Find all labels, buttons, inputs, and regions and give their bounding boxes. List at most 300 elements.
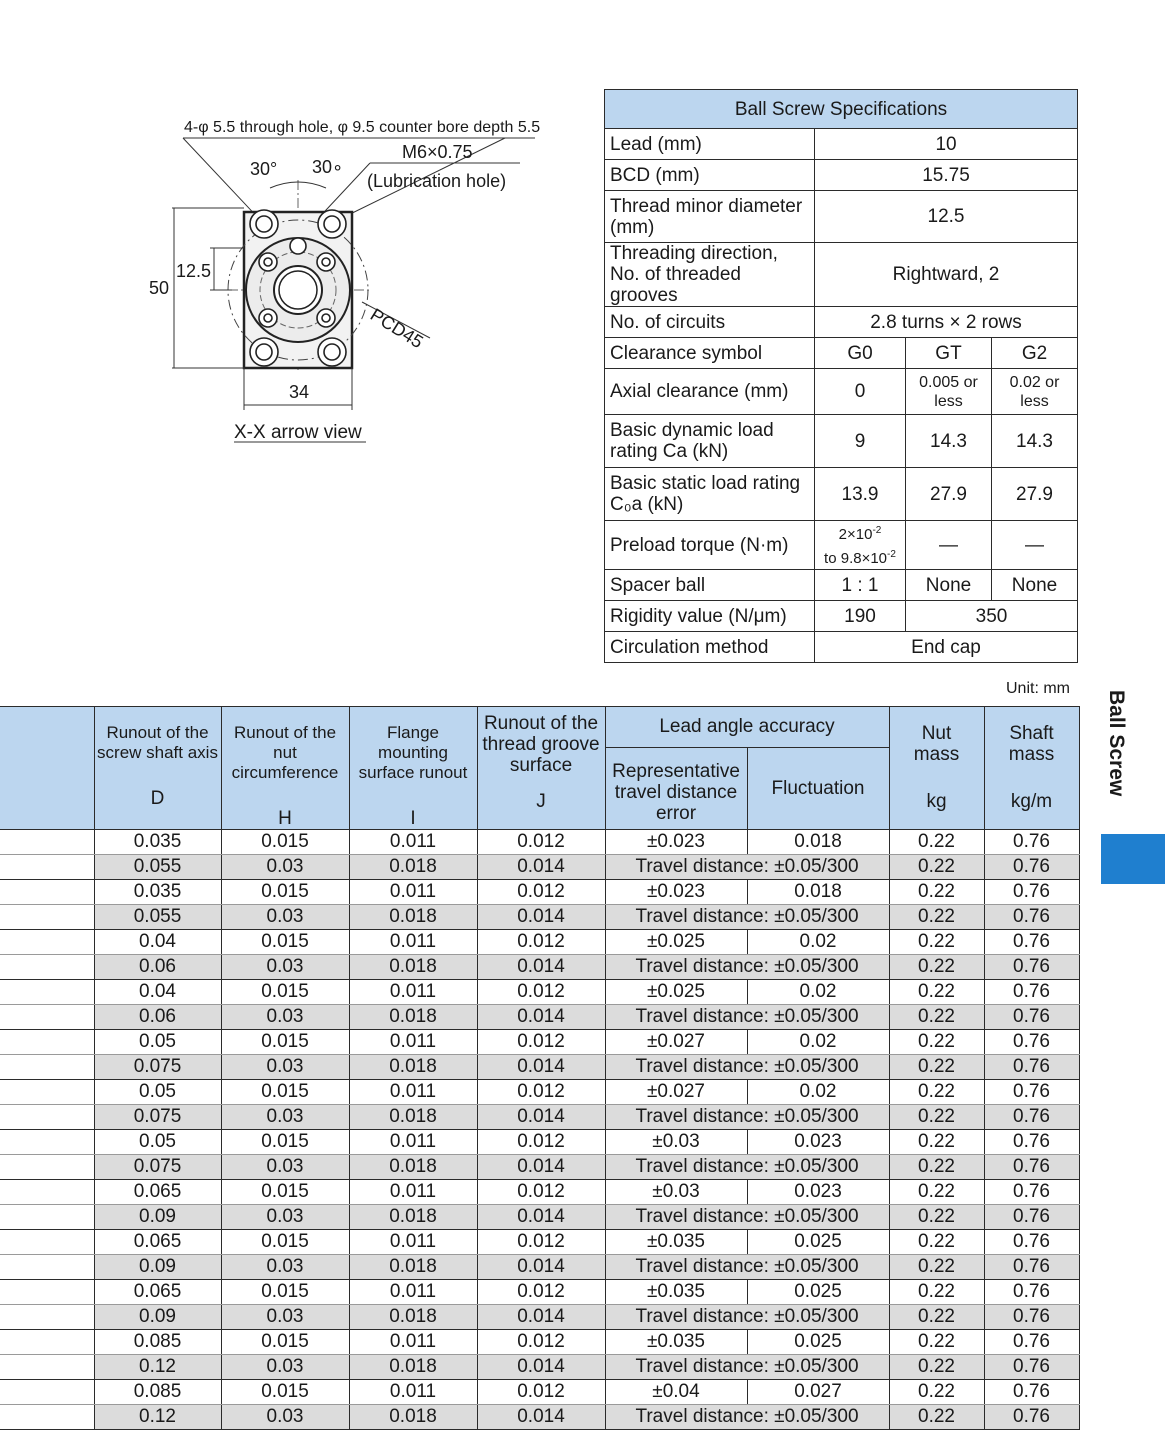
cell-shaft-mass: 0.76 <box>984 1180 1079 1205</box>
cell-d: 0.04 <box>94 930 221 955</box>
cell-shaft-mass: 0.76 <box>984 1205 1079 1230</box>
row-blank <box>0 830 94 855</box>
cell-fluctuation: 0.018 <box>747 880 889 905</box>
cell-shaft-mass: 0.76 <box>984 930 1079 955</box>
cell-shaft-mass: 0.76 <box>984 1130 1079 1155</box>
cell-j: 0.014 <box>477 1255 605 1280</box>
cell-nut-mass: 0.22 <box>889 1205 984 1230</box>
header-shaft-mass <box>984 707 1079 830</box>
row-blank <box>0 1355 94 1380</box>
cell-nut-mass: 0.22 <box>889 955 984 980</box>
header-i <box>349 707 477 830</box>
cell-i: 0.011 <box>349 1330 477 1355</box>
table-row <box>0 880 1079 905</box>
row-blank <box>0 955 94 980</box>
dynamic-load-label: Basic dynamic load rating Ca (kN) <box>605 415 815 468</box>
cell-j: 0.012 <box>477 1030 605 1055</box>
row-blank <box>0 880 94 905</box>
cell-j: 0.014 <box>477 1305 605 1330</box>
cell-representative-error: ±0.03 <box>605 1130 747 1155</box>
header-i-symbol: I <box>410 808 416 829</box>
cell-i: 0.018 <box>349 1405 477 1430</box>
header-shaft-unit: kg/m <box>1010 791 1053 812</box>
cell-h: 0.015 <box>221 830 349 855</box>
cell-representative-error: ±0.025 <box>605 980 747 1005</box>
cell-j: 0.014 <box>477 905 605 930</box>
threading-direction-value: Rightward, 2 <box>815 243 1078 307</box>
clearance-g2: G2 <box>992 338 1078 369</box>
table-row <box>0 1280 1079 1305</box>
cell-shaft-mass: 0.76 <box>984 1280 1079 1305</box>
torque-g0-exp2: -2 <box>887 549 896 560</box>
cell-h: 0.03 <box>221 905 349 930</box>
side-label-text: Ball Screw <box>1105 690 1128 797</box>
cell-j: 0.014 <box>477 1055 605 1080</box>
header-i-title: Flange mounting surface runout <box>358 723 468 782</box>
rigidity-gt-g2: 350 <box>906 601 1078 632</box>
torque-g0-exp1: -2 <box>872 525 882 536</box>
cell-shaft-mass: 0.76 <box>984 955 1079 980</box>
cell-nut-mass: 0.22 <box>889 1105 984 1130</box>
table-row <box>0 1255 1079 1280</box>
dynamic-g0: 9 <box>815 415 906 468</box>
dim-12-5: 12.5 <box>176 261 212 281</box>
minor-diameter-label: Thread minor diameter (mm) <box>605 191 815 243</box>
spec-table <box>604 89 1078 663</box>
cell-shaft-mass: 0.76 <box>984 1005 1079 1030</box>
header-h-symbol: H <box>278 808 292 829</box>
cell-i: 0.018 <box>349 1105 477 1130</box>
cell-representative-error: ±0.04 <box>605 1380 747 1405</box>
cell-nut-mass: 0.22 <box>889 1305 984 1330</box>
cell-h: 0.015 <box>221 1030 349 1055</box>
cell-shaft-mass: 0.76 <box>984 1330 1079 1355</box>
cell-shaft-mass: 0.76 <box>984 1080 1079 1105</box>
table-row <box>0 955 1079 980</box>
header-j-title: Runout of the thread groove surface <box>482 713 600 776</box>
header-nut-unit: kg <box>926 791 947 812</box>
cell-j: 0.012 <box>477 880 605 905</box>
static-g0: 13.9 <box>815 468 906 521</box>
cell-i: 0.018 <box>349 1155 477 1180</box>
cell-d: 0.035 <box>94 880 221 905</box>
cell-nut-mass: 0.22 <box>889 1380 984 1405</box>
cell-nut-mass: 0.22 <box>889 980 984 1005</box>
spacer-ball-label: Spacer ball <box>605 570 815 601</box>
cell-i: 0.018 <box>349 905 477 930</box>
row-blank <box>0 1205 94 1230</box>
cell-fluctuation: 0.025 <box>747 1280 889 1305</box>
cell-fluctuation: 0.023 <box>747 1180 889 1205</box>
cell-h: 0.015 <box>221 1380 349 1405</box>
cell-i: 0.018 <box>349 1255 477 1280</box>
header-nut-title: Nut mass <box>913 723 960 765</box>
clearance-symbol-label: Clearance symbol <box>605 338 815 369</box>
axial-clearance-label: Axial clearance (mm) <box>605 369 815 415</box>
table-row <box>0 980 1079 1005</box>
cell-shaft-mass: 0.76 <box>984 1105 1079 1130</box>
bcd-label: BCD (mm) <box>605 160 815 191</box>
cell-j: 0.014 <box>477 1355 605 1380</box>
header-h <box>221 707 349 830</box>
cell-h: 0.015 <box>221 1280 349 1305</box>
header-shaft-title: Shaft mass <box>1008 723 1055 765</box>
cell-travel-distance: Travel distance: ±0.05/300 <box>605 1055 889 1080</box>
cell-travel-distance: Travel distance: ±0.05/300 <box>605 1005 889 1030</box>
cell-d: 0.05 <box>94 1080 221 1105</box>
cell-h: 0.03 <box>221 1055 349 1080</box>
cell-shaft-mass: 0.76 <box>984 1305 1079 1330</box>
cell-j: 0.012 <box>477 1280 605 1305</box>
table-row <box>0 1230 1079 1255</box>
cell-i: 0.011 <box>349 830 477 855</box>
cell-h: 0.015 <box>221 1230 349 1255</box>
cell-d: 0.065 <box>94 1180 221 1205</box>
static-g2: 27.9 <box>992 468 1078 521</box>
cell-nut-mass: 0.22 <box>889 1155 984 1180</box>
preload-torque-g2: — <box>992 521 1078 570</box>
row-blank <box>0 1130 94 1155</box>
table-row <box>0 1005 1079 1030</box>
cell-d: 0.09 <box>94 1255 221 1280</box>
row-blank <box>0 1255 94 1280</box>
cell-fluctuation: 0.027 <box>747 1380 889 1405</box>
spacer-g2: None <box>992 570 1078 601</box>
cell-i: 0.018 <box>349 1055 477 1080</box>
rigidity-g0: 190 <box>815 601 906 632</box>
dim-50: 50 <box>149 278 170 298</box>
spacer-g0: 1 : 1 <box>815 570 906 601</box>
cell-i: 0.018 <box>349 1205 477 1230</box>
cell-d: 0.12 <box>94 1355 221 1380</box>
cell-j: 0.014 <box>477 955 605 980</box>
cell-representative-error: ±0.03 <box>605 1180 747 1205</box>
cell-j: 0.012 <box>477 1330 605 1355</box>
cell-travel-distance: Travel distance: ±0.05/300 <box>605 1205 889 1230</box>
unit-label: Unit: mm <box>1006 680 1070 697</box>
cell-fluctuation: 0.018 <box>747 830 889 855</box>
circuits-value: 2.8 turns × 2 rows <box>815 307 1078 338</box>
angle-right-label: 30∘ <box>312 157 344 177</box>
table-row <box>0 1380 1079 1405</box>
cell-representative-error: ±0.035 <box>605 1280 747 1305</box>
cell-j: 0.014 <box>477 1405 605 1430</box>
cell-representative-error: ±0.027 <box>605 1030 747 1055</box>
row-blank <box>0 1005 94 1030</box>
cell-representative-error: ±0.035 <box>605 1330 747 1355</box>
spec-title: Ball Screw Specifications <box>605 90 1078 129</box>
cell-d: 0.075 <box>94 1105 221 1130</box>
cell-shaft-mass: 0.76 <box>984 1155 1079 1180</box>
cell-i: 0.011 <box>349 1180 477 1205</box>
cell-j: 0.012 <box>477 1130 605 1155</box>
cell-fluctuation: 0.023 <box>747 1130 889 1155</box>
cell-nut-mass: 0.22 <box>889 1005 984 1030</box>
cell-nut-mass: 0.22 <box>889 1055 984 1080</box>
table-row <box>0 1355 1079 1380</box>
thread-spec: M6×0.75 <box>402 142 473 162</box>
table-row <box>0 1405 1079 1430</box>
header-d-title: Runout of the screw shaft axis <box>97 723 218 762</box>
table-row <box>0 1130 1079 1155</box>
threading-direction-label: Threading direction, No. of threaded grooves <box>605 243 815 307</box>
hole-note: 4-φ 5.5 through hole, φ 9.5 counter bore depth 5.5 <box>184 119 541 136</box>
cell-j: 0.012 <box>477 1180 605 1205</box>
cell-i: 0.011 <box>349 1130 477 1155</box>
header-d <box>94 707 221 830</box>
cell-d: 0.12 <box>94 1405 221 1430</box>
cell-representative-error: ±0.027 <box>605 1080 747 1105</box>
cell-nut-mass: 0.22 <box>889 1230 984 1255</box>
preload-torque-label: Preload torque (N·m) <box>605 521 815 570</box>
cell-shaft-mass: 0.76 <box>984 1055 1079 1080</box>
table-row <box>0 1305 1079 1330</box>
cell-i: 0.011 <box>349 980 477 1005</box>
cell-fluctuation: 0.02 <box>747 1080 889 1105</box>
header-d-symbol: D <box>150 788 165 809</box>
clearance-gt: GT <box>906 338 992 369</box>
cell-h: 0.015 <box>221 880 349 905</box>
cell-h: 0.03 <box>221 1355 349 1380</box>
cell-h: 0.015 <box>221 930 349 955</box>
cell-h: 0.03 <box>221 955 349 980</box>
table-row <box>0 1055 1079 1080</box>
cell-nut-mass: 0.22 <box>889 1355 984 1380</box>
preload-torque-g0 <box>815 521 906 570</box>
cell-i: 0.018 <box>349 955 477 980</box>
cell-i: 0.011 <box>349 1280 477 1305</box>
cell-j: 0.012 <box>477 830 605 855</box>
cell-representative-error: ±0.023 <box>605 880 747 905</box>
cell-fluctuation: 0.025 <box>747 1230 889 1255</box>
cell-d: 0.035 <box>94 830 221 855</box>
flange-drawing <box>140 100 560 460</box>
cell-d: 0.04 <box>94 980 221 1005</box>
cell-travel-distance: Travel distance: ±0.05/300 <box>605 955 889 980</box>
cell-i: 0.011 <box>349 1230 477 1255</box>
cell-d: 0.075 <box>94 1155 221 1180</box>
cell-i: 0.011 <box>349 880 477 905</box>
cell-travel-distance: Travel distance: ±0.05/300 <box>605 1355 889 1380</box>
accuracy-table <box>0 706 1080 1430</box>
header-h-title: Runout of the nut circumference <box>231 723 339 782</box>
cell-nut-mass: 0.22 <box>889 880 984 905</box>
cell-j: 0.012 <box>477 980 605 1005</box>
cell-nut-mass: 0.22 <box>889 1130 984 1155</box>
cell-h: 0.015 <box>221 1130 349 1155</box>
rigidity-label: Rigidity value (N/μm) <box>605 601 815 632</box>
row-blank <box>0 1405 94 1430</box>
cell-travel-distance: Travel distance: ±0.05/300 <box>605 1155 889 1180</box>
cell-representative-error: ±0.035 <box>605 1230 747 1255</box>
row-blank <box>0 905 94 930</box>
cell-h: 0.03 <box>221 1155 349 1180</box>
cell-nut-mass: 0.22 <box>889 1330 984 1355</box>
row-blank <box>0 1280 94 1305</box>
cell-fluctuation: 0.02 <box>747 980 889 1005</box>
cell-d: 0.065 <box>94 1280 221 1305</box>
preload-torque-gt: — <box>906 521 992 570</box>
section-tab-marker <box>1101 834 1165 884</box>
cell-h: 0.03 <box>221 1105 349 1130</box>
lead-label: Lead (mm) <box>605 129 815 160</box>
cell-d: 0.055 <box>94 855 221 880</box>
cell-j: 0.012 <box>477 1380 605 1405</box>
header-representative: Representative travel distance error <box>605 747 747 829</box>
cell-i: 0.018 <box>349 1305 477 1330</box>
cell-d: 0.065 <box>94 1230 221 1255</box>
cell-shaft-mass: 0.76 <box>984 855 1079 880</box>
row-blank <box>0 1330 94 1355</box>
row-blank <box>0 1080 94 1105</box>
bcd-value: 15.75 <box>815 160 1078 191</box>
dynamic-gt: 14.3 <box>906 415 992 468</box>
static-load-label: Basic static load rating C₀a (kN) <box>605 468 815 521</box>
cell-h: 0.015 <box>221 1330 349 1355</box>
table-row <box>0 1180 1079 1205</box>
table-row <box>0 1105 1079 1130</box>
spacer-gt: None <box>906 570 992 601</box>
cell-travel-distance: Travel distance: ±0.05/300 <box>605 1105 889 1130</box>
clearance-g0: G0 <box>815 338 906 369</box>
cell-j: 0.014 <box>477 1105 605 1130</box>
cell-fluctuation: 0.02 <box>747 930 889 955</box>
table-row <box>0 905 1079 930</box>
cell-travel-distance: Travel distance: ±0.05/300 <box>605 1305 889 1330</box>
cell-travel-distance: Travel distance: ±0.05/300 <box>605 1255 889 1280</box>
cell-nut-mass: 0.22 <box>889 1255 984 1280</box>
row-blank <box>0 1380 94 1405</box>
angle-left-label: 30° <box>250 159 278 179</box>
cell-d: 0.06 <box>94 955 221 980</box>
cell-representative-error: ±0.025 <box>605 930 747 955</box>
cell-d: 0.09 <box>94 1205 221 1230</box>
row-blank <box>0 1155 94 1180</box>
row-blank <box>0 1030 94 1055</box>
row-blank <box>0 1305 94 1330</box>
cell-nut-mass: 0.22 <box>889 1405 984 1430</box>
section-side-label <box>1104 688 1134 828</box>
cell-travel-distance: Travel distance: ±0.05/300 <box>605 855 889 880</box>
dim-34: 34 <box>289 382 310 402</box>
cell-nut-mass: 0.22 <box>889 855 984 880</box>
cell-d: 0.06 <box>94 1005 221 1030</box>
cell-j: 0.012 <box>477 930 605 955</box>
circulation-label: Circulation method <box>605 632 815 663</box>
row-blank <box>0 855 94 880</box>
cell-shaft-mass: 0.76 <box>984 980 1079 1005</box>
header-nut-mass <box>889 707 984 830</box>
table-row <box>0 855 1079 880</box>
torque-g0-line1: 2×10 <box>838 526 873 543</box>
cell-shaft-mass: 0.76 <box>984 1405 1079 1430</box>
cell-j: 0.012 <box>477 1080 605 1105</box>
cell-fluctuation: 0.025 <box>747 1330 889 1355</box>
cell-h: 0.03 <box>221 1255 349 1280</box>
lubrication-hole-label: (Lubrication hole) <box>367 171 507 191</box>
cell-nut-mass: 0.22 <box>889 1180 984 1205</box>
table-row <box>0 1030 1079 1055</box>
cell-j: 0.014 <box>477 1205 605 1230</box>
pcd-label: PCD45 <box>366 304 427 353</box>
cell-i: 0.018 <box>349 855 477 880</box>
cell-j: 0.014 <box>477 1005 605 1030</box>
cell-nut-mass: 0.22 <box>889 1030 984 1055</box>
axial-gt: 0.005 or less <box>906 369 992 415</box>
cell-d: 0.075 <box>94 1055 221 1080</box>
header-lead-angle: Lead angle accuracy <box>605 707 889 748</box>
cell-d: 0.05 <box>94 1030 221 1055</box>
circulation-value: End cap <box>815 632 1078 663</box>
table-row <box>0 930 1079 955</box>
cell-d: 0.085 <box>94 1330 221 1355</box>
row-blank <box>0 1055 94 1080</box>
cell-h: 0.015 <box>221 1180 349 1205</box>
minor-diameter-value: 12.5 <box>815 191 1078 243</box>
table-row <box>0 1080 1079 1105</box>
cell-fluctuation: 0.02 <box>747 1030 889 1055</box>
table-row <box>0 1155 1079 1180</box>
header-j <box>477 707 605 830</box>
row-blank <box>0 1180 94 1205</box>
cell-shaft-mass: 0.76 <box>984 880 1079 905</box>
row-blank <box>0 930 94 955</box>
cell-shaft-mass: 0.76 <box>984 1255 1079 1280</box>
cell-h: 0.03 <box>221 1005 349 1030</box>
cell-travel-distance: Travel distance: ±0.05/300 <box>605 1405 889 1430</box>
cell-d: 0.055 <box>94 905 221 930</box>
cell-j: 0.014 <box>477 855 605 880</box>
cell-nut-mass: 0.22 <box>889 905 984 930</box>
header-blank <box>0 707 94 830</box>
cell-d: 0.085 <box>94 1380 221 1405</box>
cell-nut-mass: 0.22 <box>889 1080 984 1105</box>
row-blank <box>0 1105 94 1130</box>
circuits-label: No. of circuits <box>605 307 815 338</box>
cell-shaft-mass: 0.76 <box>984 905 1079 930</box>
cell-nut-mass: 0.22 <box>889 830 984 855</box>
cell-shaft-mass: 0.76 <box>984 1380 1079 1405</box>
cell-h: 0.03 <box>221 1305 349 1330</box>
cell-shaft-mass: 0.76 <box>984 1355 1079 1380</box>
torque-g0-line2: to 9.8×10 <box>824 550 888 567</box>
cell-i: 0.011 <box>349 1380 477 1405</box>
cell-i: 0.011 <box>349 1030 477 1055</box>
cell-j: 0.014 <box>477 1155 605 1180</box>
cell-d: 0.05 <box>94 1130 221 1155</box>
cell-h: 0.03 <box>221 855 349 880</box>
table-row <box>0 830 1079 855</box>
axial-g2: 0.02 or less <box>992 369 1078 415</box>
cell-shaft-mass: 0.76 <box>984 1030 1079 1055</box>
cell-i: 0.011 <box>349 1080 477 1105</box>
static-gt: 27.9 <box>906 468 992 521</box>
cell-i: 0.011 <box>349 930 477 955</box>
dynamic-g2: 14.3 <box>992 415 1078 468</box>
cell-i: 0.018 <box>349 1355 477 1380</box>
cell-j: 0.012 <box>477 1230 605 1255</box>
cell-h: 0.015 <box>221 980 349 1005</box>
header-j-symbol: J <box>536 791 546 812</box>
cell-h: 0.03 <box>221 1405 349 1430</box>
cell-d: 0.09 <box>94 1305 221 1330</box>
cell-i: 0.018 <box>349 1005 477 1030</box>
cell-h: 0.015 <box>221 1080 349 1105</box>
header-fluctuation: Fluctuation <box>747 747 889 829</box>
cell-nut-mass: 0.22 <box>889 1280 984 1305</box>
lead-value: 10 <box>815 129 1078 160</box>
table-row <box>0 1205 1079 1230</box>
